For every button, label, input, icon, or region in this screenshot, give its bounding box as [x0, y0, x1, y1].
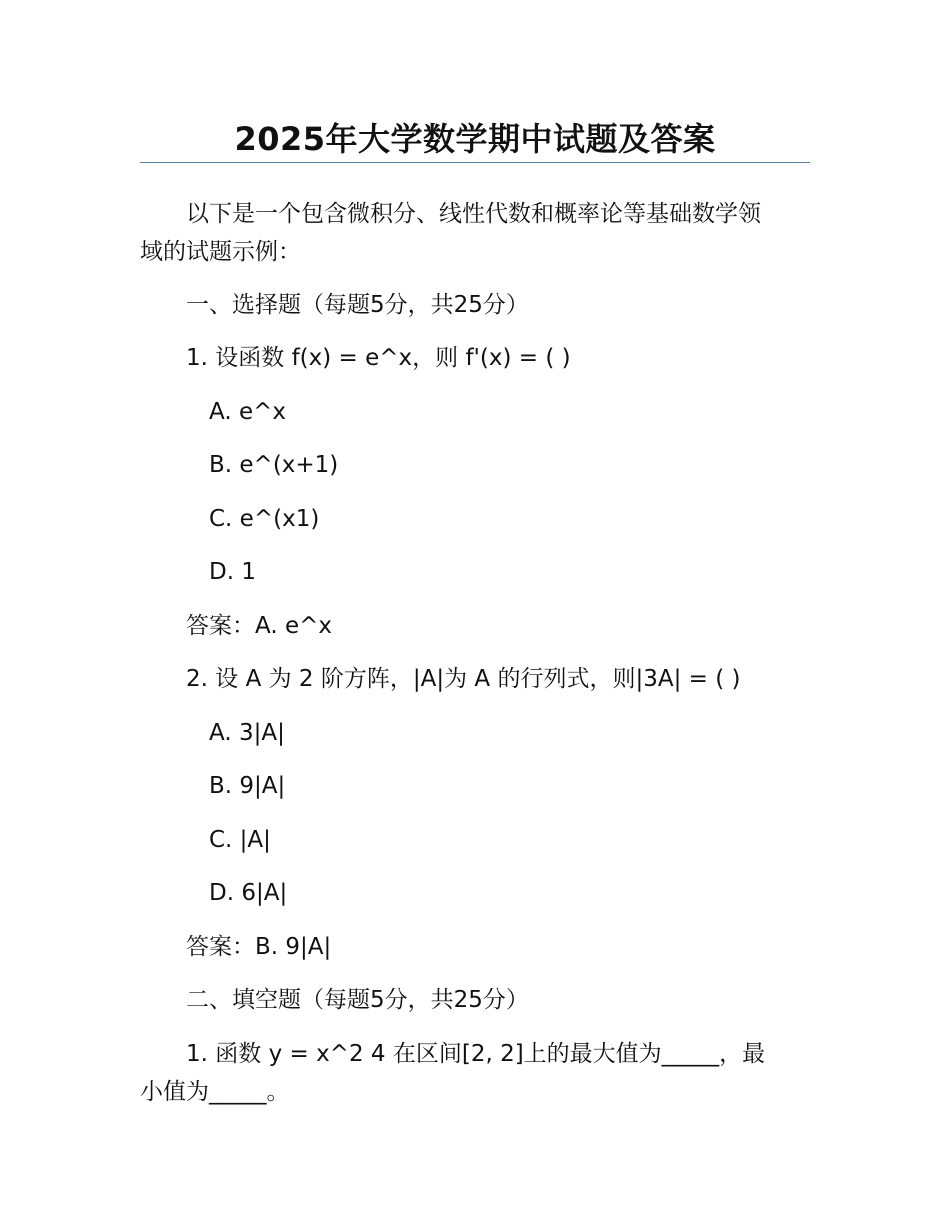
section-heading-fill-in: 二、填空题（每题5分，共25分） — [186, 987, 529, 1013]
document-title: 2025年大学数学期中试题及答案 — [234, 120, 716, 158]
question-1-option-a: A. e^x — [209, 399, 286, 425]
question-2-option-b: B. 9|A| — [209, 773, 286, 799]
question-1-option-b: B. e^(x+1) — [209, 452, 339, 478]
question-2-stem: 2. 设 A 为 2 阶方阵，|A|为 A 的行列式，则|3A| = ( ) — [186, 666, 741, 692]
question-2-option-d: D. 6|A| — [209, 880, 288, 906]
fill-question-1-line-1: 1. 函数 y = x^2 4 在区间[2, 2]上的最大值为_____，最 — [186, 1041, 766, 1067]
question-1-answer: 答案：A. e^x — [186, 613, 332, 639]
question-1-stem: 1. 设函数 f(x) = e^x，则 f'(x) = ( ) — [186, 345, 571, 371]
title-divider — [140, 162, 810, 163]
section-heading-choice: 一、选择题（每题5分，共25分） — [186, 292, 529, 318]
fill-question-1-line-2: 小值为_____。 — [140, 1079, 290, 1105]
question-1-option-d: D. 1 — [209, 559, 256, 585]
question-2-answer: 答案：B. 9|A| — [186, 934, 332, 960]
question-1-option-c: C. e^(x1) — [209, 506, 320, 532]
intro-text-line-2: 域的试题示例： — [140, 239, 301, 265]
question-2-option-a: A. 3|A| — [209, 720, 285, 746]
question-2-option-c: C. |A| — [209, 827, 271, 853]
intro-text-line-1: 以下是一个包含微积分、线性代数和概率论等基础数学领 — [186, 201, 761, 227]
